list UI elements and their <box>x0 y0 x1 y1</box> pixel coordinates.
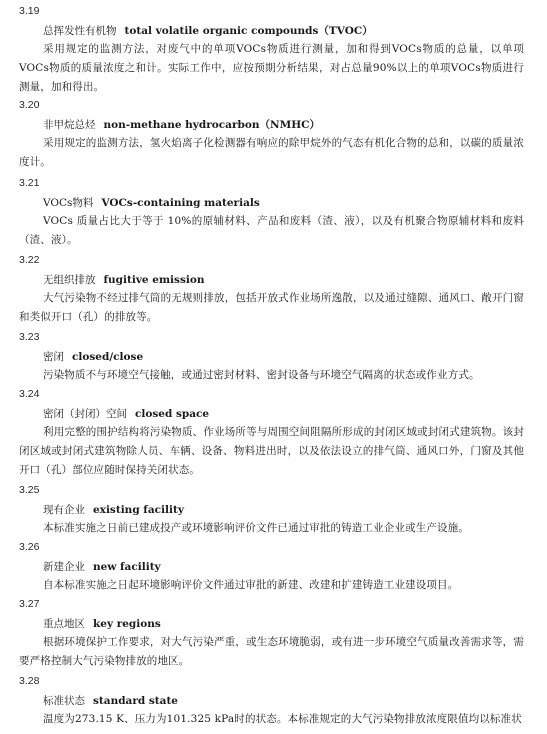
clause-number: 3.21 <box>19 177 40 189</box>
term-english: closed/close <box>72 351 144 363</box>
term-english: new facility <box>93 561 161 573</box>
clause-number: 3.23 <box>19 331 40 343</box>
clause-number: 3.26 <box>19 541 40 553</box>
term-chinese: 总挥发性有机物 <box>43 25 117 37</box>
term-title <box>43 560 161 574</box>
term-english: fugitive emission <box>103 274 205 286</box>
term-chinese: 密闭（封闭）空间 <box>43 408 127 420</box>
term-title <box>43 503 184 517</box>
term-english: existing facility <box>93 504 184 516</box>
term-title <box>43 617 161 631</box>
term-english: standard state <box>93 695 178 707</box>
clause-number: 3.25 <box>19 484 40 496</box>
term-chinese: 标准状态 <box>43 695 85 707</box>
term-definition: 根据环境保护工作要求，对大气污染严重，或生态环境脆弱，或有进一步环境空气质量改善需求等，需要严格控制大气污染物排放的地区。 <box>19 636 524 667</box>
term-chinese: 现有企业 <box>43 504 85 516</box>
term-english: closed space <box>135 408 210 420</box>
term-definition: 采用规定的监测方法，氢火焰离子化检测器有响应的除甲烷外的气态有机化合物的总和，以碳的质量浓度计。 <box>19 137 524 168</box>
clause-number: 3.28 <box>19 675 40 687</box>
term-english: total volatile organic compounds（TVOC） <box>124 25 373 37</box>
term-definition: 污染物质不与环境空气接触，或通过密封材料、密封设备与环境空气隔离的状态或作业方式。 <box>43 369 480 381</box>
term-definition: 温度为273.15 K、压力为101.325 kPa时的状态。本标准规定的大气污染物排放浓度限值均以标准状 <box>43 713 522 725</box>
clause-number: 3.22 <box>19 254 40 266</box>
term-definition: 大气污染物不经过排气筒的无规则排放，包括开放式作业场所逸散，以及通过缝隙、通风口、敞开门窗和类似开口（孔）的排放等。 <box>19 292 524 323</box>
term-english: non-methane hydrocarbon（NMHC） <box>103 119 320 131</box>
term-chinese: VOCs物料 <box>43 197 94 209</box>
term-title <box>43 273 205 287</box>
term-chinese: 新建企业 <box>43 561 85 573</box>
clause-number: 3.19 <box>19 5 40 17</box>
term-english: key regions <box>93 618 161 630</box>
term-chinese: 重点地区 <box>43 618 85 630</box>
term-english: VOCs-containing materials <box>101 197 260 209</box>
term-title <box>43 118 320 132</box>
term-title <box>43 407 209 421</box>
term-title <box>43 350 143 364</box>
term-chinese: 非甲烷总烃 <box>43 119 96 131</box>
term-title <box>43 694 178 708</box>
term-definition: 利用完整的围护结构将污染物质、作业场所等与周围空间阻隔所形成的封闭区域或封闭式建筑物。该封闭区域或封闭式建筑物除人员、车辆、设备、物料进出时，以及依法设立的排气筒、通风口外，门窗及其他开口（孔）部位应随时保持关闭状态。 <box>19 426 524 476</box>
term-definition: 采用规定的监测方法，对废气中的单项VOCs物质进行测量，加和得到VOCs物质的总量，以单项VOCs物质的质量浓度之和计。实际工作中，应按预期分析结果，对占总量90%以上的单项VOCs物质进行测量，加和得出。 <box>19 43 524 93</box>
term-definition: 自本标准实施之日起环境影响评价文件通过审批的新建、改建和扩建铸造工业建设项目。 <box>43 579 459 591</box>
term-chinese: 密闭 <box>43 351 64 363</box>
clause-number: 3.20 <box>19 99 40 111</box>
term-title <box>43 196 260 210</box>
clause-number: 3.27 <box>19 598 40 610</box>
term-chinese: 无组织排放 <box>43 274 96 286</box>
clause-number: 3.24 <box>19 388 40 400</box>
term-definition: 本标准实施之日前已建成投产或环境影响评价文件已通过审批的铸造工业企业或生产设施。 <box>43 522 469 534</box>
term-definition: VOCs 质量占比大于等于 10%的原辅材料、产品和废料（渣、液），以及有机聚合物原辅材料和废料（渣、液）。 <box>19 215 524 246</box>
term-title <box>43 24 373 38</box>
